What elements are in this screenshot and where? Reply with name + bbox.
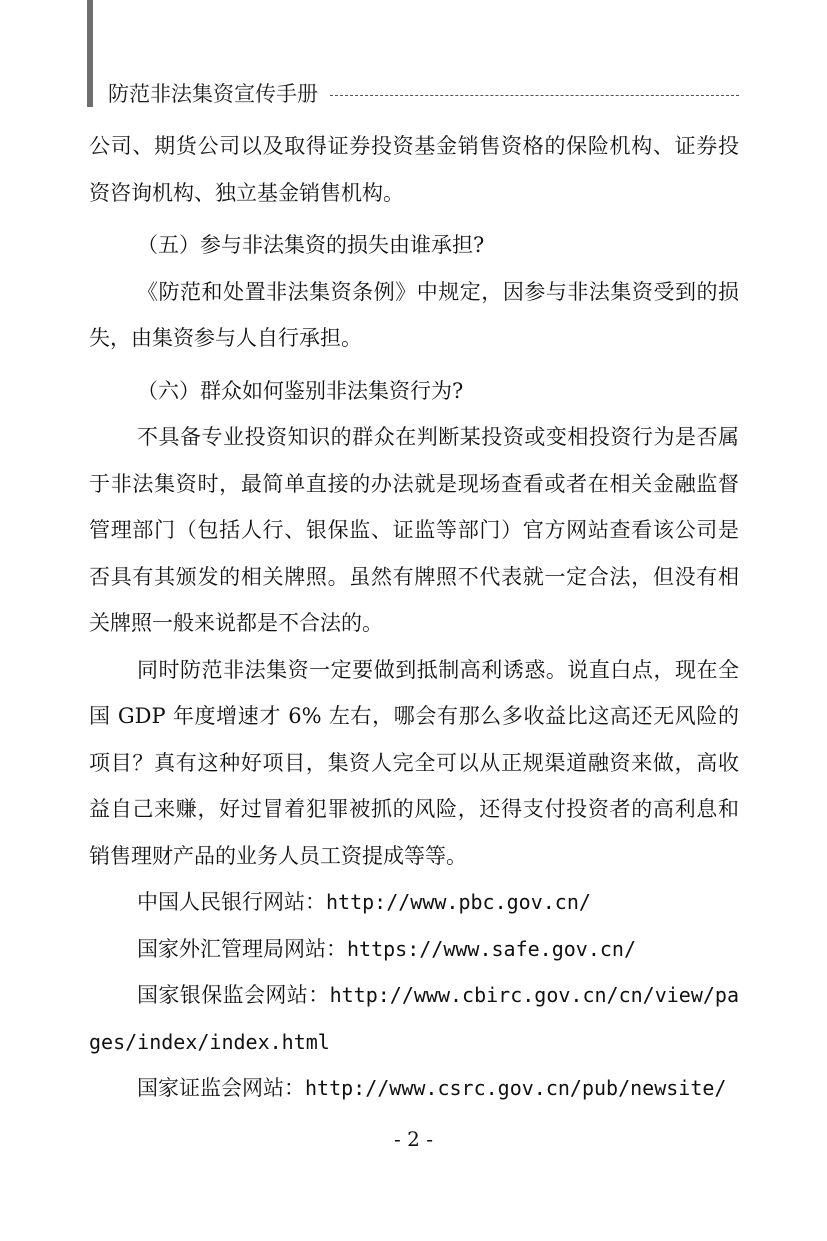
page-number: - 2 - [394, 1127, 433, 1151]
paragraph-loss-responsibility: 《防范和处置非法集资条例》中规定，因参与非法集资受到的损失，由集资参与人自行承担。 [89, 279, 739, 350]
header-accent-bar [87, 0, 93, 107]
link-label: 中国人民银行网站： [137, 890, 326, 914]
website-link[interactable]: http://www.csrc.gov.cn/pub/newsite/ [305, 1076, 727, 1100]
section-heading-6: （六）群众如何鉴别非法集资行为? [137, 378, 464, 403]
website-link[interactable]: http://www.cbirc.gov.cn/cn/view/pages/index/index.html [89, 983, 739, 1054]
website-link[interactable]: https://www.safe.gov.cn/ [347, 936, 636, 961]
link-label: 国家外汇管理局网站： [137, 936, 347, 961]
header-dashed-rule [330, 95, 739, 96]
paragraph-resist-high-interest: 同时防范非法集资一定要做到抵制高利诱惑。说直白点，现在全国 GDP 年度增速才 6% 左右，哪会有那么多收益比这高还无风险的项目？真有这种好项目，集资人完全可以从正规渠道融资来做，高收益自己来赚，好过冒着犯罪被抓的风险，还得支付投资者的高利息和销售理财产品的业务人员工资提成等等。 [89, 657, 739, 868]
website-link[interactable]: http://www.pbc.gov.cn/ [326, 890, 591, 914]
link-item-cbirc [89, 972, 739, 1065]
page-body [89, 123, 739, 1112]
paragraph-identify-illegal-fundraising: 不具备专业投资知识的群众在判断某投资或变相投资行为是否属于非法集资时，最简单直接的办法就是现场查看或者在相关金融监督管理部门（包括人行、银保监、证监等部门）官方网站查看该公司是否具有其颁发的相关牌照。虽然有牌照不代表就一定合法，但没有相关牌照一般来说都是不合法的。 [89, 425, 739, 635]
link-label: 国家银保监会网站： [137, 983, 330, 1007]
link-label: 国家证监会网站： [137, 1076, 305, 1100]
link-item-pbc [89, 879, 739, 926]
link-item-safe [89, 926, 739, 973]
section-heading-5: （五）参与非法集资的损失由谁承担? [137, 233, 485, 257]
link-item-csrc [89, 1065, 739, 1112]
paragraph-continued: 公司、期货公司以及取得证券投资基金销售资格的保险机构、证券投资咨询机构、独立基金销售机构。 [89, 134, 739, 205]
running-header-title: 防范非法集资宣传手册 [108, 82, 318, 106]
